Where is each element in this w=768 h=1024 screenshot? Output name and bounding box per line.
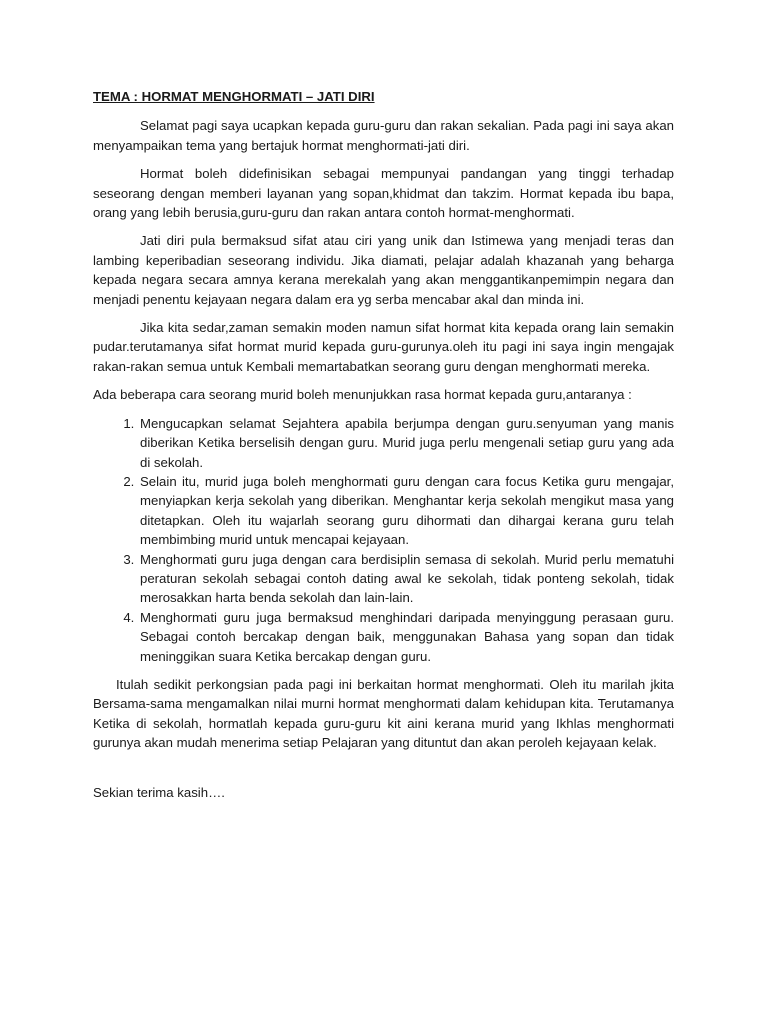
paragraph-greeting: Selamat pagi saya ucapkan kepada guru-guru dan rakan sekalian. Pada pagi ini saya akan menyampaikan tema yang bertajuk hormat menghormati-jati diri.	[93, 118, 674, 153]
paragraph-conclusion: Itulah sedikit perkongsian pada pagi ini berkaitan hormat menghormati. Oleh itu marilah jkita Bersama-sama mengamalkan nilai murni hormat menghormati dalam kehidupan kita. Terutamanya Ketika di sekolah, hormatlah kepada guru-guru kit aini kerana murid yang Ikhlas menghormati gurunya akan mudah menerima setiap Pelajaran yang dituntut dan akan peroleh kejayaan kelak.	[93, 676, 674, 751]
paragraph-hormat-definition: Hormat boleh didefinisikan sebagai mempunyai pandangan yang tinggi terhadap seseorang dengan memberi layanan yang sopan,khidmat dan takzim. Hormat kepada ibu bapa, orang yang lebih berusia,guru-guru dan rakan antara contoh hormat-menghormati.	[93, 166, 674, 221]
paragraph-zaman-moden: Jika kita sedar,zaman semakin moden namun sifat hormat kita kepada orang lain semakin pudar.terutamanya sifat hormat murid kepada guru-gurunya.oleh itu pagi ini saya ingin mengajak rakan-rakan semua untuk Kembali memartabatkan seorang guru dengan menghormati mereka.	[93, 320, 674, 374]
list-item: 4. Menghormati guru juga bermaksud menghindari daripada menyinggung perasaan guru. Sebagai contoh bercakap dengan baik, menggunakan Bahasa yang sopan dan tidak meninggikan suara Ketika bercakap dengan guru.	[138, 608, 674, 666]
document-title: TEMA : HORMAT MENGHORMATI – JATI DIRI	[93, 89, 375, 104]
document-body	[93, 87, 674, 811]
list-item: 1. Mengucapkan selamat Sejahtera apabila berjumpa dengan guru.senyuman yang manis diberikan Ketika berselisih dengan guru. Murid juga perlu mengenali setiap guru yang ada di sekolah.	[138, 414, 674, 472]
list-intro: Ada beberapa cara seorang murid boleh menunjukkan rasa hormat kepada guru,antaranya :	[93, 387, 632, 403]
ways-list	[93, 414, 674, 666]
paragraph-jati-diri: Jati diri pula bermaksud sifat atau ciri yang unik dan Istimewa yang menjadi teras dan lambing keperibadian seseorang individu. Jika diamati, pelajar adalah khazanah yang beharga kepada negara secara amnya kerana merekalah yang akan menggantikanpemimpin negara dan menjadi penentu kejayaan negara dalam era yg serba mencabar akal dan minda ini.	[93, 233, 674, 307]
list-item: 2. Selain itu, murid juga boleh menghormati guru dengan cara focus Ketika guru mengajar, menyiapkan kerja sekolah yang diberikan. Menghantar kerja sekolah mengikut masa yang ditetapkan. Oleh itu wajarlah seorang guru dihormati dan dihargai kerana guru telah membimbing murid untuk mencapai kejayaan.	[138, 472, 674, 550]
list-item: 3. Menghormati guru juga dengan cara berdisiplin semasa di sekolah. Murid perlu mematuhi peraturan sekolah sebagai contoh dating awal ke sekolah, tidak ponteng sekolah, tidak merosakkan harta benda sekolah dan lain-lain.	[138, 550, 674, 608]
closing-line: Sekian terima kasih….	[93, 784, 225, 800]
